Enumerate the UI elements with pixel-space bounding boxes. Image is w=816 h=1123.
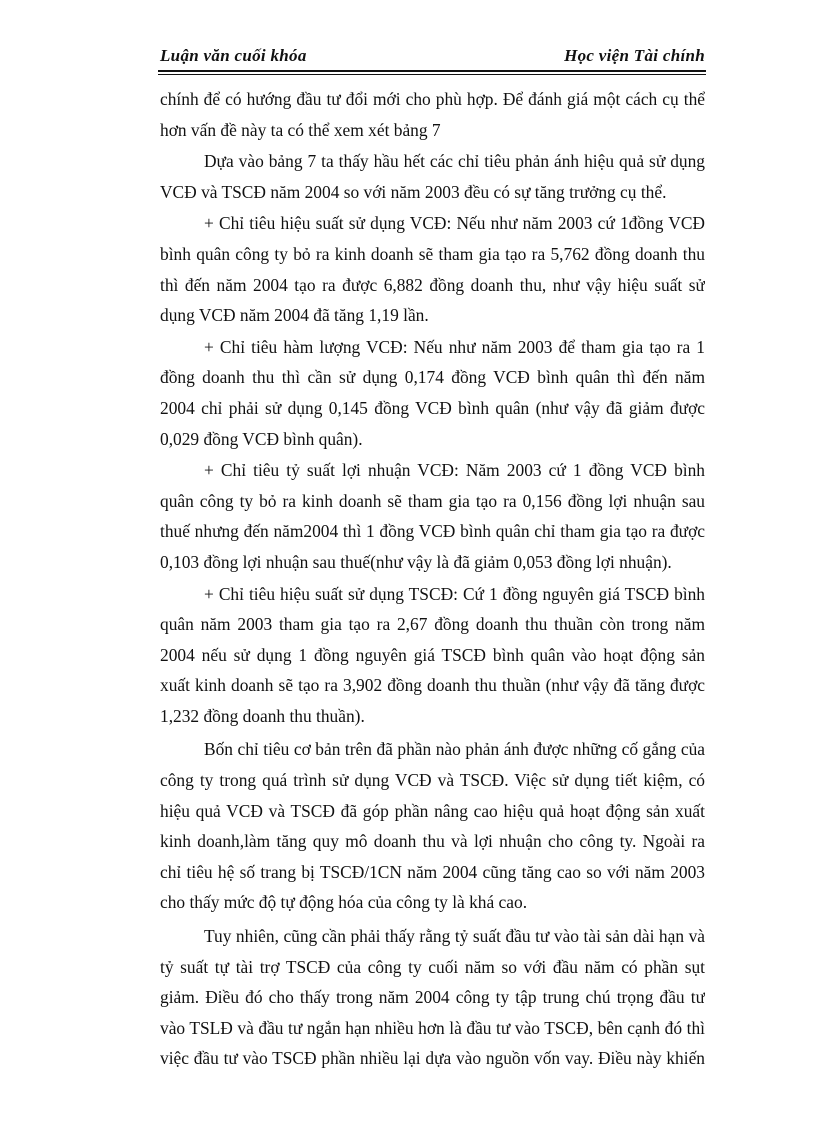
text-line: quân năm 2003 tham gia tạo ra 2,67 đồng doanh thu thuần còn trong năm bbox=[160, 614, 705, 635]
paragraph bbox=[160, 921, 705, 1074]
text-line: kinh doanh,làm tăng quy mô doanh thu và lợi nhuận cho công ty. Ngoài ra bbox=[160, 831, 705, 852]
text-line: việc đầu tư vào TSCĐ phần nhiều lại dựa vào nguồn vốn vay. Điều này khiến bbox=[160, 1048, 705, 1069]
text-line: thuế nhưng đến năm2004 thì 1 đồng VCĐ bình quân chỉ tham gia tạo ra được bbox=[160, 521, 705, 542]
text-line: 2004 nếu sử dụng 1 đồng nguyên giá TSCĐ bình quân vào hoạt động sản bbox=[160, 644, 705, 665]
paragraph bbox=[160, 332, 705, 454]
text-line: chính để có hướng đầu tư đổi mới cho phù hợp. Để đánh giá một cách cụ thể bbox=[160, 89, 705, 109]
text-line: + Chỉ tiêu hiệu suất sử dụng TSCĐ: Cứ 1 đồng nguyên giá TSCĐ bình bbox=[204, 583, 705, 604]
text-line: cho thấy mức độ tự động hóa của công ty là khá cao. bbox=[160, 892, 528, 913]
text-line: công ty trong quá trình sử dụng VCĐ và TSCĐ. Việc sử dụng tiết kiệm, có bbox=[160, 770, 705, 791]
text-line: 0,029 đồng VCĐ bình quân). bbox=[160, 428, 363, 449]
text-line: + Chỉ tiêu hàm lượng VCĐ: Nếu như năm 2003 để tham gia tạo ra 1 bbox=[204, 336, 705, 357]
text-line: dụng VCĐ năm 2004 đã tăng 1,19 lần. bbox=[160, 305, 429, 326]
text-line: 0,103 đồng lợi nhuận sau thuế(như vậy là đã giảm 0,053 đồng lợi nhuận). bbox=[160, 551, 672, 572]
text-line: tỷ suất tự tài trợ TSCĐ của công ty cuối năm so với đầu năm có phần sụt bbox=[160, 956, 705, 977]
text-line: chỉ tiêu hệ số trang bị TSCĐ/1CN năm 2004 cũng tăng cao so với năm 2003 bbox=[160, 861, 705, 882]
text-line: quân công ty bỏ ra kinh doanh sẽ tham gia tạo ra 0,156 đồng lợi nhuận sau bbox=[160, 490, 705, 511]
header-institution: Học viện Tài chính bbox=[564, 46, 705, 65]
text-line: giảm. Điều đó cho thấy trong năm 2004 công ty tập trung chú trọng đầu tư bbox=[160, 987, 705, 1008]
text-line: + Chỉ tiêu tỷ suất lợi nhuận VCĐ: Năm 2003 cứ 1 đồng VCĐ bình bbox=[204, 460, 705, 481]
paragraph bbox=[160, 734, 705, 918]
text-line: hơn vấn đề này ta có thể xem xét bảng 7 bbox=[160, 119, 441, 140]
text-line: bình quân công ty bỏ ra kinh doanh sẽ tham gia tạo ra 5,762 đồng doanh thu bbox=[160, 243, 705, 264]
paragraph bbox=[160, 146, 705, 207]
paragraph bbox=[160, 208, 705, 330]
text-line: 2004 chỉ phải sử dụng 0,145 đồng VCĐ bình quân (như vậy đã giảm được bbox=[160, 397, 705, 418]
text-line: Bốn chỉ tiêu cơ bản trên đã phần nào phản ánh được những cố gắng của bbox=[204, 739, 705, 760]
text-line: VCĐ và TSCĐ năm 2004 so với năm 2003 đều có sự tăng trưởng cụ thể. bbox=[160, 181, 667, 202]
text-line: vào TSLĐ và đầu tư ngắn hạn nhiều hơn là đầu tư vào TSCĐ, bên cạnh đó thì bbox=[160, 1017, 705, 1038]
paragraph bbox=[160, 84, 705, 145]
paragraph bbox=[160, 579, 705, 732]
text-line: Tuy nhiên, cũng cần phải thấy rằng tỷ suất đầu tư vào tài sản dài hạn và bbox=[204, 926, 705, 947]
header-thesis-title: Luận văn cuối khóa bbox=[160, 46, 307, 65]
text-line: Dựa vào bảng 7 ta thấy hầu hết các chỉ tiêu phản ánh hiệu quả sử dụng bbox=[204, 151, 705, 172]
page-header bbox=[160, 46, 705, 70]
paragraph bbox=[160, 455, 705, 577]
text-line: hiệu quả VCĐ và TSCĐ đã góp phần nâng cao hiệu quả hoạt động sản xuất bbox=[160, 800, 705, 821]
text-line: xuất kinh doanh sẽ tạo ra 3,902 đồng doanh thu thuần (như vậy đã tăng được bbox=[160, 675, 705, 696]
text-line: đồng doanh thu thì cần sử dụng 0,174 đồng VCĐ bình quân thì đến năm bbox=[160, 367, 705, 388]
text-line: + Chỉ tiêu hiệu suất sử dụng VCĐ: Nếu như năm 2003 cứ 1đồng VCĐ bbox=[204, 213, 705, 234]
text-line: 1,232 đồng doanh thu thuần). bbox=[160, 705, 365, 726]
text-line: thì đến năm 2004 tạo ra được 6,882 đồng doanh thu, như vậy hiệu suất sử bbox=[160, 274, 705, 295]
header-rule-thin bbox=[158, 74, 706, 75]
header-rule-thick bbox=[158, 70, 706, 72]
document-body bbox=[160, 84, 705, 1074]
